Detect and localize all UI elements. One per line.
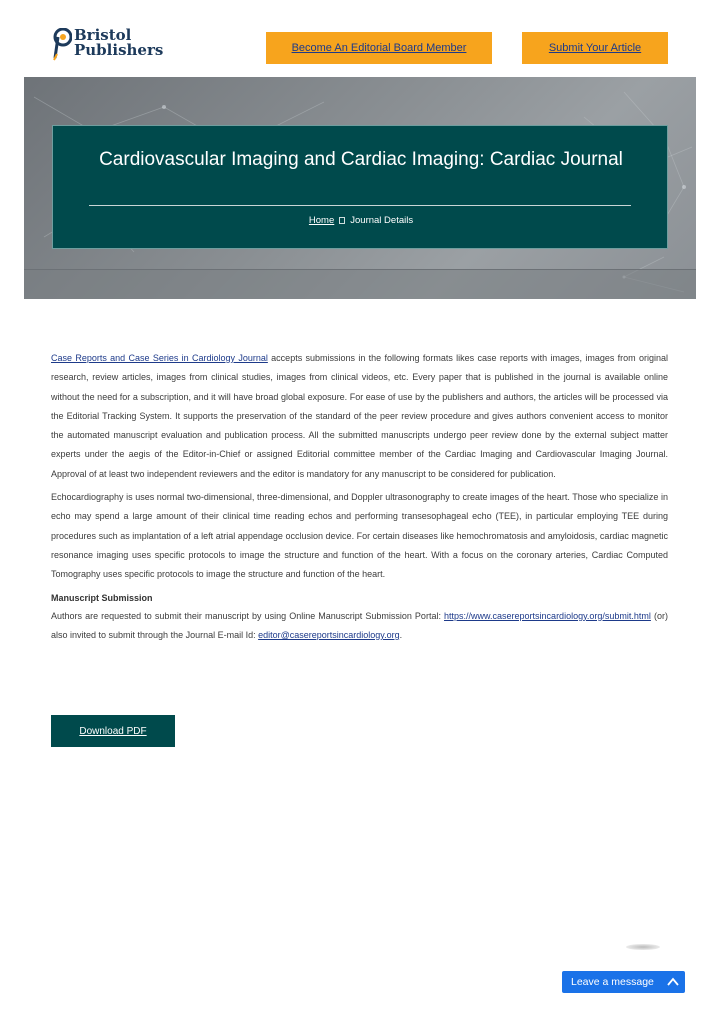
submission-paragraph: [51, 607, 668, 646]
hero-lower-band: [24, 269, 696, 299]
submission-email-link[interactable]: editor@casereportsincardiology.org: [258, 629, 400, 640]
submission-end: .: [399, 629, 403, 640]
intro-paragraph: [51, 349, 668, 484]
hero-banner: [24, 77, 696, 299]
logo-wordmark: [74, 28, 163, 58]
logo-line-2: Publishers: [74, 41, 164, 59]
download-pdf-button[interactable]: Download PDF: [51, 715, 175, 747]
breadcrumb-separator-icon: [339, 217, 345, 224]
editorial-board-button[interactable]: Become An Editorial Board Member: [266, 32, 492, 64]
breadcrumb: [53, 215, 669, 226]
widget-shadow: [626, 944, 660, 950]
chevron-up-icon[interactable]: [667, 976, 679, 988]
echo-paragraph: Echocardiography is uses normal two-dimensional, three-dimensional, and Doppler ultrasonography to create images of the heart. Those who specialize in echo may spend a large amount of their clinical time reading echos and performing transesophageal echo (TEE), in particular employing TEE during procedures such as implantation of a left atrial appendage occlusion device. For certain diseases like hemochromatosis and amyloidosis, cardiac magnetic resonance imaging uses specific protocols to image the structure and function of the heart. With a focus on the coronary arteries, Cardiac Computed Tomography uses specific protocols to image the structure and function of the heart.: [51, 492, 668, 580]
breadcrumb-current: Journal Details: [350, 215, 414, 226]
chat-label: Leave a message: [571, 976, 654, 988]
breadcrumb-home-link[interactable]: Home: [308, 215, 335, 226]
logo-line-1: Bristol: [74, 26, 132, 44]
leave-message-widget[interactable]: [562, 971, 685, 993]
quill-pen-icon: [52, 28, 72, 62]
submission-portal-link[interactable]: https://www.casereportsincardiology.org/submit.html: [444, 610, 651, 621]
journal-link[interactable]: Case Reports and Case Series in Cardiology Journal: [51, 353, 268, 363]
site-header: [0, 0, 720, 76]
title-divider: [89, 205, 631, 206]
submission-heading: Manuscript Submission: [51, 592, 153, 603]
submit-article-button[interactable]: Submit Your Article: [522, 32, 668, 64]
site-logo[interactable]: [52, 28, 163, 62]
main-content: [51, 349, 668, 649]
submission-text-2: (or) also invited to submit through the Journal E-mail Id:: [51, 610, 668, 640]
intro-text: accepts submissions in the following formats likes case reports with images, images from original research, review articles, images from clinical studies, images from clinical videos, etc. Every paper that is published in the journal is available online without the need for a subscription, and it will have broad global exposure. For ease of use by the publishers and authors, the articles will be processed via the Editorial Tracking System. It supports the preservation of the standard of the peer review procedure and gives authors convenient access to monitor the automated manuscript evaluation and publication process. All the submitted manuscripts undergo peer review done by the external subject matter experts under the aegis of the Editor-in-Chief or assigned Editorial committee member of the Cardiac Imaging and Cardiovascular Imaging Journal. Approval of at least two independent reviewers and the editor is mandatory for any manuscript to be considered for publication.: [51, 353, 668, 479]
page-title: Cardiovascular Imaging and Cardiac Imaging: Cardiac Journal: [99, 149, 623, 170]
hero-title-panel: [52, 125, 668, 249]
submission-text-1: Authors are requested to submit their manuscript by using Online Manuscript Submission Portal:: [51, 610, 445, 621]
